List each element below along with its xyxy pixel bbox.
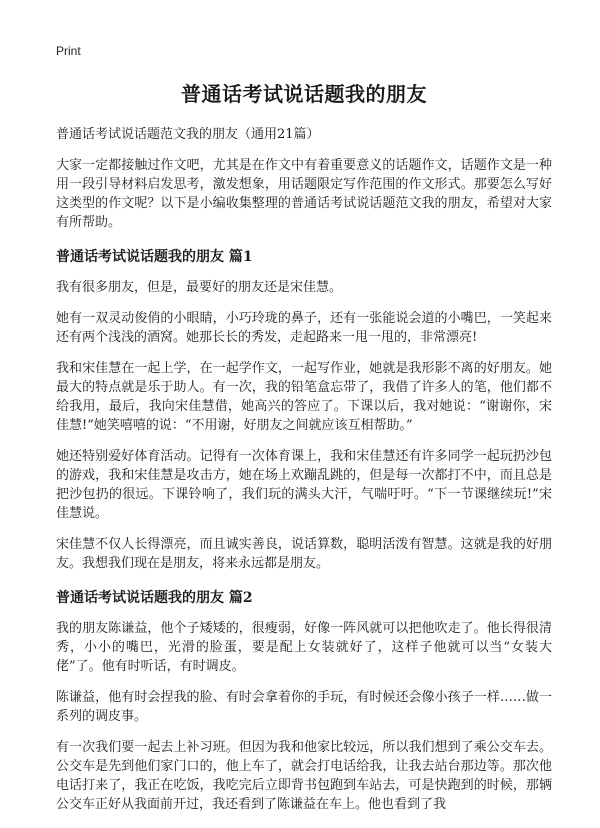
intro-paragraph: 大家一定都接触过作文吧，尤其是在作文中有着重要意义的话题作文，话题作文是一种用一段引导材料启发思考，激发想象，用话题限定写作范围的作文形式。那要怎么写好这类型的作文呢？以下是小编收集整理的普通话考试说话题范文我的朋友，希望对大家有所帮助。 [56,158,552,230]
paragraph: 有一次我们要一起去上补习班。但因为我和他家比较远，所以我们想到了乘公交车去。公交车是先到他们家门口的，他上车了，就会打电话给我，让我去站台那边等。那次他电话打来了，我正在吃饭，我吃完后立即背书包跑到车站去，可是快跑到的时候，那辆公交车正好从我面前开过，我还看到了陈谦益在车上。他也看到了我 [56,740,552,812]
section-heading: 普通话考试说话题我的朋友 篇2 [56,590,253,606]
paragraph: 我有很多朋友，但是，最要好的朋友还是宋佳慧。 [56,280,343,295]
section-2 [56,587,552,814]
paragraph: 宋佳慧不仅人长得漂亮，而且诚实善良，说话算数，聪明活泼有智慧。这就是我的好朋友。我想我们现在是朋友，将来永远都是朋友。 [56,537,552,571]
print-label[interactable]: Print [56,44,81,58]
paragraph: 我的朋友陈谦益，他个子矮矮的，很瘦弱，好像一阵风就可以把他吹走了。他长得很清秀，小小的嘴巴，光滑的脸蛋，要是配上女装就好了，这样子他就可以当“女装大佬”了。他有时听话，有时调皮。 [56,621,552,674]
paragraph: 她还特别爱好体育活动。记得有一次体育课上，我和宋佳慧还有许多同学一起玩扔沙包的游戏，我和宋佳慧是攻击方，她在场上欢蹦乱跳的，但是每一次都打不中，而且总是把沙包扔的很远。下课铃响了，我们玩的满头大汗，气喘吁吁。“下一节课继续玩!”宋佳慧说。 [56,449,552,521]
document-subtitle: 普通话考试说话题范文我的朋友（通用21篇） [56,127,320,142]
section-1 [56,246,552,573]
paragraph: 她有一双灵动俊俏的小眼睛，小巧玲珑的鼻子，还有一张能说会道的小嘴巴，一笑起来还有两个浅浅的酒窝。她那长长的秀发，走起路来一甩一甩的，非常漂亮! [56,311,552,345]
section-heading: 普通话考试说话题我的朋友 篇1 [56,249,253,265]
paragraph: 陈谦益，他有时会捏我的脸、有时会拿着你的手玩，有时候还会像小孩子一样……做一系列的调皮事。 [56,690,552,724]
document-title: 普通话考试说话题我的朋友 [181,82,427,106]
paragraph: 我和宋佳慧在一起上学，在一起学作文，一起写作业，她就是我形影不离的好朋友。她最大的特点就是乐于助人。有一次，我的铅笔盒忘带了，我借了许多人的笔，他们都不给我用，最后，我向宋佳慧借，她高兴的答应了。下课以后，我对她说：“谢谢你，宋佳慧!”她笑嘻嘻的说：“不用谢，好朋友之间就应该互相帮助。” [56,361,552,433]
